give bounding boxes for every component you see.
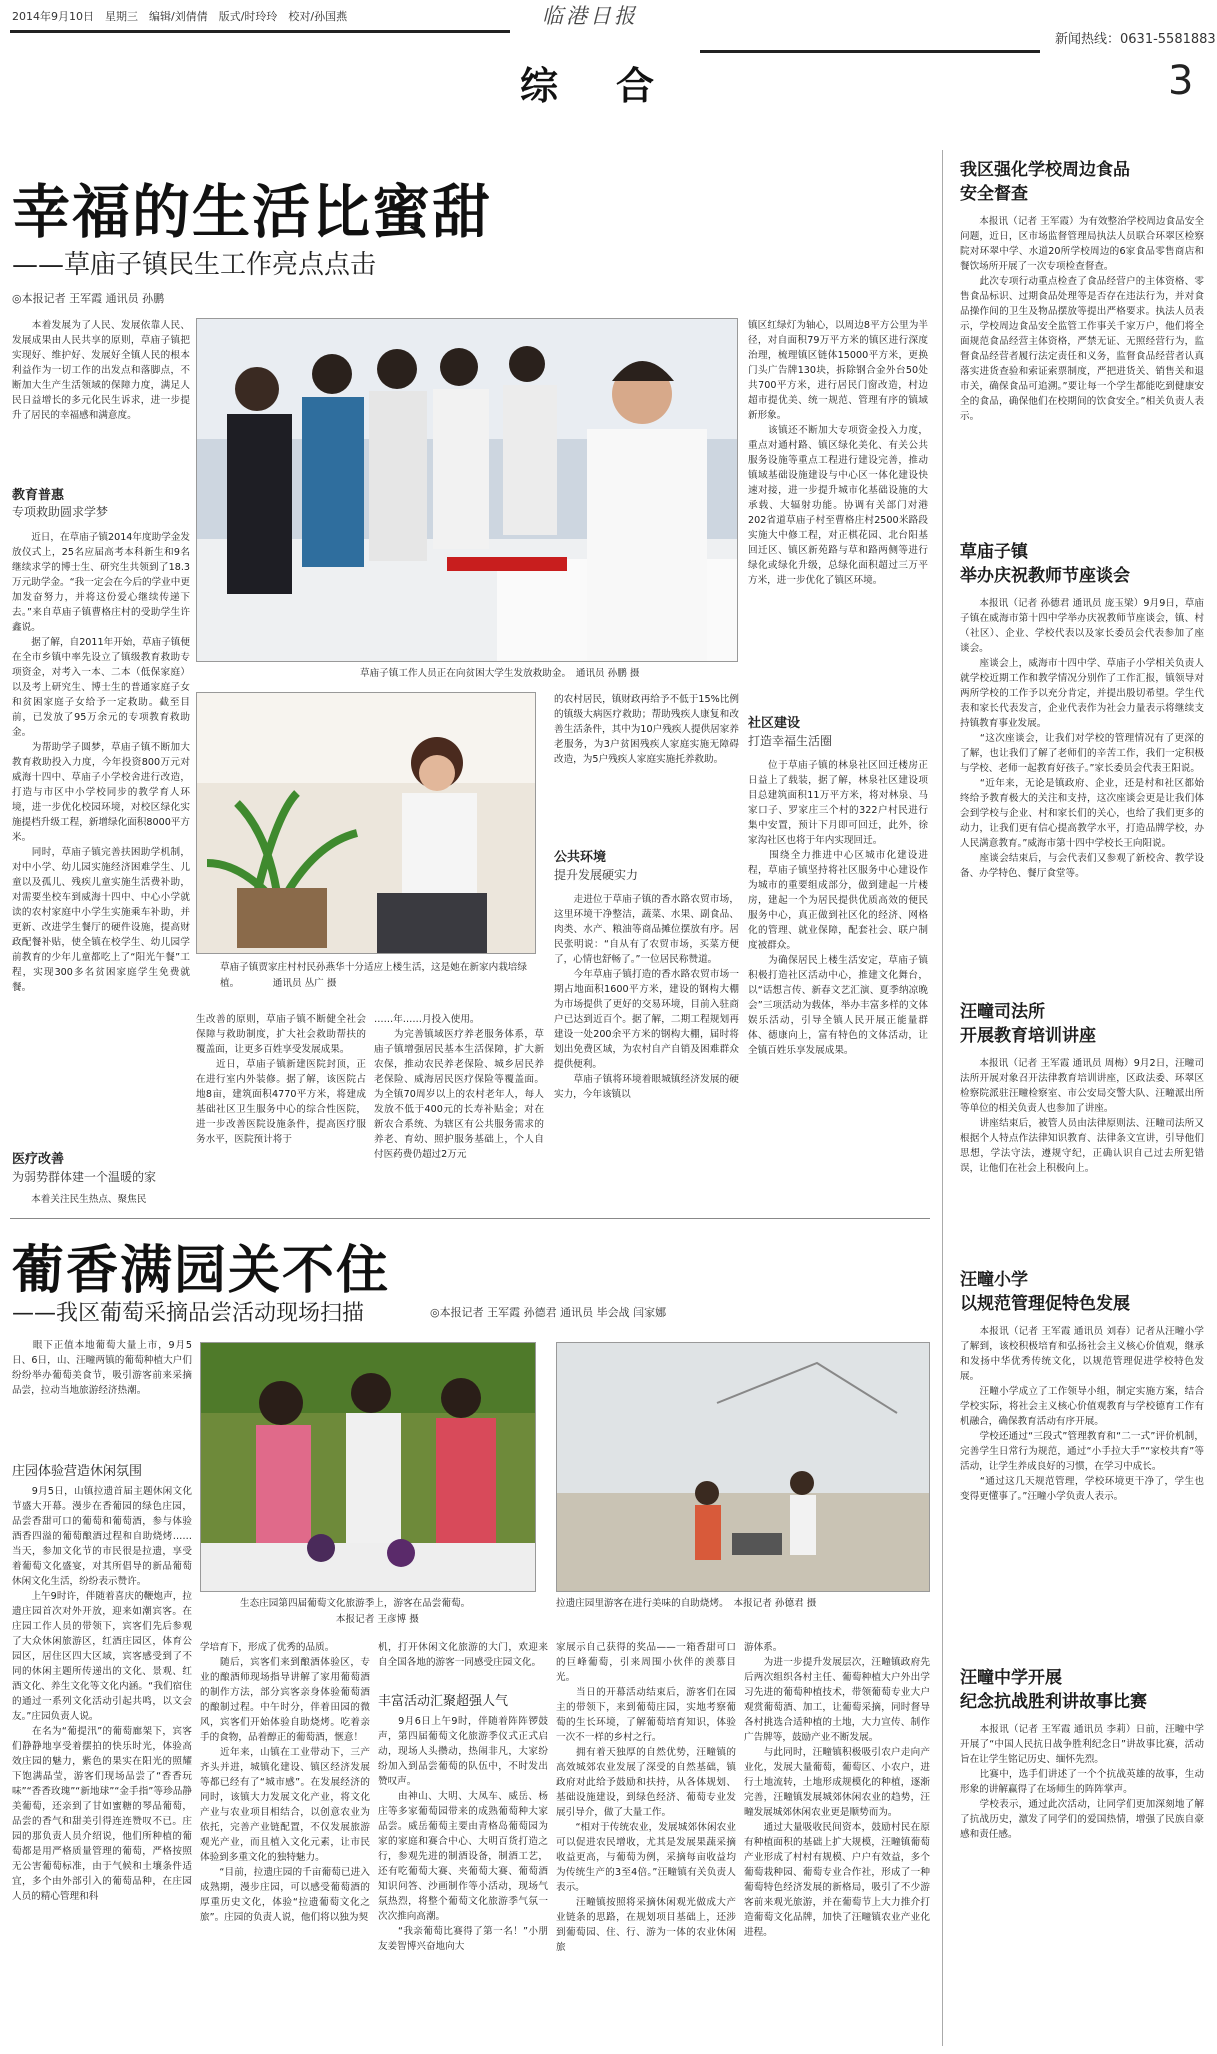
article1-sec2-head: 医疗改善 [12,1152,65,1167]
article1-sec2-sub: 为弱势群体建一个温暖的家 [12,1170,157,1184]
page-number: 3 [1168,58,1194,104]
sidebar-item-1-title: 我区强化学校周边食品 安全督查 [960,160,1130,204]
article1-byline: ◎本报记者 王军霞 通讯员 孙鹏 [12,292,165,305]
article2-col3b-text: 9月6日上午9时，伴随着阵阵锣鼓声，第四届葡萄文化旅游季仪式正式启动，现场人头攒动，热闹非凡，大家纷纷加入到品尝葡萄的队伍中，不时发出赞叹声。 由神山、大明、大凤车、威岳、杨庄等多家葡萄园带来的成熟葡萄种大家品尝。威岳葡萄主要由青格岛葡萄园为家的家庭和赛合中心、大明百货打造之行，参观先进的制酒设备，制酒工艺，还有吃葡萄大赛、夹葡萄大赛、葡萄酒知识问答、沙画制作等小活动，现场气氛热烈，将整个葡萄文化旅游季气氛一次次推向高潮。 “我亲葡萄比赛得了第一名！”小朋友姜智博兴奋地向大 [378,1716,548,1952]
photo2-caption: 草庙子镇贾家庄村村民孙燕华十分适应上楼生活，这是她在新家内栽培绿植。 通讯员 丛广 摄 [220,962,527,989]
section-title: 综 合 [520,64,665,108]
article1-col3b-text: 走进位于草庙子镇的香水路农贸市场，这里环境干净整洁，蔬菜、水果、副食品、肉类、水产、粮油等商品摊位摆放有序。居民张明说：“自从有了农贸市场，买菜方便了，心情也舒畅了。”一位居民称赞道。 今年草庙子镇打造的香水路农贸市场一期占地面积1600平方米，建设的钢构大棚为市场提供了更好的交易环境，目前入驻商户已达到近百个。据了解，二期工程规划再建设一处200余平方米的钢构大棚，届时将划出免费区域，为农村自产自销及困难群众提供便利。 草庙子镇将环境着眼城镇经济发展的硬实力，今年该镇以 [554,894,739,1100]
photo-tasting-grapes [200,1342,536,1592]
article2-sec1-head: 庄园体验营造休闲氛围 [12,1464,143,1479]
article2-col5-text: 游体系。 为进一步提升发展层次，汪疃镇政府先后两次组织各村主任、葡萄种植大户外出学习先进的葡萄种植技术，带领葡萄专业大户观赏葡萄酒、加工，让葡萄采摘，同时督导各村挑选合适种植的土地，大力宣传、制作广告牌等，鼓励产业不断发展。 与此同时，汪疃镇积极吸引农户走向产业化，发展大量葡萄，葡萄区、小农户，进行土地流转，土地形成规模化的种植，逐渐完善，汪疃镇发展城郊休闲农业的趋势，汪疃发展城郊休闲农业更是顺势而为。 通过大量吸收民间资本，鼓励村民在原有种植面积的基础上扩大规模，汪疃镇葡萄产业形成了村村有规模、户户有效益，多个葡萄栽种园、葡萄专业合作社，形成了一种葡萄特色经济发展的新格局，吸引了不少游客前来观光旅游，并在葡萄节上大力推介打造葡萄文化品牌，加快了汪疃镇农业产业化进程。 [744,1642,930,1938]
article2-col4-text: 家展示自己获得的奖品——一箱香甜可口的巨峰葡萄，引来周围小伙伴的羡慕目光。 当日的开幕活动结束后，游客们在园主的带领下，来到葡萄庄园，实地考察葡萄的生长环境，了解葡萄培育知识，体验一次不一样的乡村之行。 拥有着天独厚的自然优势，汪疃镇的高效城郊农业发展了深受的自然基础，镇政府对此给予鼓励和扶持，从各体规划、基础设施建设，到绿色经济、葡萄专业发展引导介，做了大量工作。 “相对于传统农业，发展城郊休闲农业可以促进农民增收，尤其是发展果蔬采摘收益更高，与葡萄为例，采摘每亩收益均为传统生产的3至4倍。”汪疃镇有关负责人表示。 汪疃镇按照将采摘休闲观光做成大产业链条的思路，在规划项目基础上，还涉到葡萄园、住、行、游为一体的农业休闲旅 [556,1642,736,1953]
article2-col3-text: 机，打开休闲文化旅游的大门，欢迎来自全国各地的游客一同感受庄园文化。 [378,1642,548,1668]
article2-col2-text: 学培育下，形成了优秀的品质。 随后，宾客们来到酿酒体验区，专业的酿酒师现场指导讲解了家用葡萄酒的制作方法，部分宾客亲身体验葡萄酒的酿制过程。中午时分，伴着田园的微风，宾客们开始体验自助烧烤。吃着亲手的食物，品着醇正的葡萄酒，惬意！ 近年来，山镇在工业带动下，三产齐头并进，城镇化建设、镇区经济发展等都已经有了“城市感”。在发展经济的同时，该镇大力发展文化产业，将文化产业与农业项目相结合，以创意农业为依托，完善产业链配置，不仅发展旅游观光产业，而且植入文化元素，让市民体验到多重文化的独特魅力。 “目前，拉遗庄园的千亩葡萄已进入成熟期，漫步庄园，可以感受葡萄酒的厚重历史文化，体验“拉遗葡萄文化之旅”。庄园的负责人说，他们将以独为契 [200,1642,370,1923]
article1-col4b-text: 位于草庙子镇的林泉社区回迁楼房正日益上了载装，据了解，林泉社区建设项目总建筑面积11万平方米，将对林泉、马家口子、罗家庄三个村的322户村民进行集中安置，预计下月即可回迁，此外，徐家沟社区也将于年内实现回迁。 围绕全力推进中心区城市化建设进程，草庙子镇坚持将社区服务中心建设作为城市的重要组成部分，做到建起一片楼房，建起一个为居民提供优质高效的便民服务中心，真正做到社区化的经济、网格化的管理、就业保障，配套社会、联户制度被群众。 为确保居民上楼生活安定，草庙子镇积极打造社区活动中心，推建文化舞台，以“话想言传、新春文艺汇演、夏季纳凉晚会”三项活动为载体，举办丰富多样的文体娱乐活动，引导全镇人民开展正能量群体、德康向上，富有特色的文体活动，让全镇百姓乐享发展成果。 [748,760,928,1056]
photo4-caption: 拉遗庄园里游客在进行美味的自助烧烤。 本报记者 孙德君 摄 [556,1598,817,1609]
photo1-caption: 草庙子镇工作人员正在向贫困大学生发放救助金。 通讯员 孙鹏 摄 [360,668,640,679]
article1-sec3-head: 公共环境 [554,850,607,865]
article1-col2-text: 生改善的原则，草庙子镇不断健全社会保障与救助制度，扩大社会救助帮扶的覆盖面，让更多百姓享受发展成果。 近日，草庙子镇新建医院封顶，正在进行室内外装修。据了解，该医院占地8亩，建筑面积4770平方米，将建成基础社区卫生服务中心的综合性医院，进一步改善医院设施条件，提高医疗服务水平，医院预计将于 [196,1014,366,1145]
article2-sec2-head: 丰富活动汇聚超强人气 [378,1694,509,1709]
hotline: 新闻热线：0631-5581883 [1055,32,1216,47]
article2-byline: ◎本报记者 王军霞 孙德君 通讯员 毕会战 闫家娜 [430,1306,667,1319]
sidebar-item-2-title: 草庙子镇 举办庆祝教师节座谈会 [960,542,1130,586]
article1-sec4-sub: 打造幸福生活圈 [748,734,833,748]
sidebar-divider [942,150,943,2046]
photo-resident-plants [196,692,536,954]
article1-col1-text: 近日，在草庙子镇2014年度助学金发放仪式上，25名应届高考本科新生和9名继续求学的博士生、研究生共领到了18.3万元助学金。“我一定会在今后的学业中更加发奋努力，并将这份爱心继续传递下去。”来自草庙子镇曹格庄村的受助学生许鑫说。 据了解，自2011年开始，草庙子镇便在全市乡镇中率先设立了镇级教育救助专项资金，对考入一本、二本（低保家庭）以及考上研究生、博士生的普通家庭子女和贫困家庭子女给予一定救助。截至目前，已发放了95万余元的专项教育救助金。 为帮助学子圆梦，草庙子镇不断加大教育救助投入力度，今年投资800万元对威海十四中、草庙子小学校舍进行改造，打造与市区中小学校同步的教学育人环境，进一步优化校园环境，对校区绿化实施提档升级工程，新增绿化面积8000平方米。 同时，草庙子镇完善扶困助学机制，对中小学、幼儿园实施经济困难学生、儿童以及孤儿、残疾儿童实施生活费补助，对需要坐校车到威海十四中、中心小学就读的农村家庭中小学生实施乘车补助，并更新、改进学生餐厅的硬件设施，提高财政配餐补贴，使全镇在校学生、幼儿园学前教育的少年儿童都吃上了“阳光午餐”工程，实现300多名贫困家庭学生免费就餐。 [12,532,190,993]
sidebar-item-3-title: 汪疃司法所 开展教育培训讲座 [960,1002,1096,1046]
article1-col3a-text: ……年……月投入使用。 为完善镇域医疗养老服务体系，草庙子镇增强居民基本生活保障，扩大新农保，推动农民养老保险、城乡居民养老保险、威海居民医疗保险等覆盖面。为全镇70周岁以上的农村老年人，每人发放不低于400元的长寿补贴金；对在新农合系统、为辖区有公共服务需求的养老、育幼、照护服务基础上，个人自付医药费仍超过2万元 [374,1014,544,1160]
sidebar-item-5-title: 汪疃中学开展 纪念抗战胜利讲故事比赛 [960,1668,1147,1712]
article1-sec4-head: 社区建设 [748,716,801,731]
article1-sec1-sub: 专项救助圆求学梦 [12,505,109,519]
article1-col1-tail: 本着关注民生热点、聚焦民 [12,1194,147,1205]
photo-bbq-visitors [556,1342,930,1592]
header-rule-left [10,30,510,33]
sidebar-item-1-text: 本报讯（记者 王军霞）为有效整治学校周边食品安全问题，近日，区市场监督管理局执法人员联合环翠区检察院对环翠中学、水道20所学校周边的6家食品零售商店和餐饮场所开展了一次专项检查督查。 此次专项行动重点检查了食品经营户的主体资格、零售食品标识、过期食品处理等是否存在违法行为，并对食品操作间的卫生及物品摆放等提出严格要求。执法人员表示，学校周边食品安全监管工作事关千家万户，他们将全面规范食品经营主体资格，严禁无证、无照经营行为，监督食品经营者履行法定责任和义务，监督食品经营者认真落实进货查验和索证索票制度，严把进货关、销售关和退市关，确保食品可追溯。”要让每一个学生都能吃到健康安全的食品，确保他们在校期间的饮食安全。”相关负责人表示。 [960,216,1204,422]
sidebar-item-3-text: 本报讯（记者 王军霞 通讯员 周梅）9月2日，汪疃司法所开展对象召开法律教育培训讲座，区政法委、环翠区检察院派驻汪疃检察室、市公安局交警大队、汪疃派出所等单位的相关负责人也参加了讲座。 讲座结束后，被管人员由法律原则法、汪疃司法所又根据个人特点作法律知识教育、法律条文宣讲，引导他们思想，学法守法，遵规守纪，正确认识自己过去所犯错误，让他们在社会上积极向上。 [960,1058,1204,1174]
article2-title: 葡香满园关不住 [12,1240,391,1301]
sidebar-item-5-text: 本报讯（记者 王军霞 通讯员 李莉）日前，汪疃中学开展了“中国人民抗日战争胜利纪念日”讲故事比赛，活动旨在让学生铭记历史、缅怀先烈。 比赛中，选手们讲述了一个个抗战英雄的故事，生动形象的讲解赢得了在场师生的阵阵掌声。 学校表示，通过此次活动，让同学们更加深刻地了解了抗战历史，激发了同学们的爱国热情，增强了民族自豪感和责任感。 [960,1724,1204,1840]
header-rule-right [700,50,1040,53]
sidebar-item-2-text: 本报讯（记者 孙德君 通讯员 庞玉梁）9月9日，草庙子镇在威海市第十四中学举办庆祝教师节座谈会，镇、村（社区）、企业、学校代表以及家长委员会代表参加了座谈会。 座谈会上，威海市十四中学、草庙子小学相关负责人就学校近期工作和教学情况分别作了工作汇报，镇领导对两所学校的工作予以充分肯定，并提出殷切希望。学生代表和家长代表发言，企业代表作为社会力量表示将继续支持镇教育事业发展。 “这次座谈会，让我们对学校的管理情况有了更深的了解，也让我们了解了老师们的辛苦工作，我们一定积极与学校、老师一起教育好孩子。”家长委员会代表王阳说。 “近年来，无论是镇政府、企业，还是村和社区都始终给予教育极大的关注和支持，这次座谈会更是让我们体会到学校与企业、村和家长们的关心，也给了我们更多的动力，让我们更有信心提高教学水平，打造品牌学校，办人民满意教育。”威海市第十四中学校长王向阳说。 座谈会结束后，与会代表们又参观了新校舍、教学设备、办学特色、餐厅食堂等。 [960,598,1204,879]
date-line: 2014年9月10日 星期三 编辑/刘倩倩 版式/时玲玲 校对/孙国燕 [12,10,348,23]
article1-sec3-sub: 提升发展硬实力 [554,868,639,882]
article1-intro: 本着发展为了人民、发展依靠人民、发展成果由人民共享的原则，草庙子镇把实现好、维护好、发展好全镇人民的根本利益作为一切工作的出发点和落脚点，不断加大生产生活领域的保障力度，满足人民日益增长的多元化民生诉求，进一步提升了居民的幸福感和满意度。 [12,320,190,421]
article1-title: 幸福的生活比蜜甜 [12,178,493,246]
article2-subtitle: ——我区葡萄采摘品尝活动现场扫描 [12,1301,365,1326]
sidebar-item-4-title: 汪疃小学 以规范管理促特色发展 [960,1270,1130,1314]
article2-col1-text: 9月5日，山镇拉遗首届主题休闲文化节盛大开幕。漫步在香葡园的绿色庄园，品尝香甜可口的葡萄和葡萄酒，参与体验酒香四溢的葡萄酿酒过程和自助烧烤……当天，参加文化节的市民很是拉遗，享受着葡萄文化盛宴，对其所倡导的新品葡萄休闲文化生活，纷纷表示赞许。 上午9时许，伴随着喜庆的鞭炮声，拉遗庄园首次对外开放，迎来如潮宾客。在庄园工作人员的带领下，宾客们先后参观了大众休闲旅游区，红酒庄园区，体育公园区，居住区四大区域，宾客感受到了不同的休闲主题所传递出的文化、景观、红酒文化、养生文化等文化内涵。“我们宿住的通过一系列文化活动引起共鸣，以文会友。”庄园负责人说。 在名为“葡提汛”的葡萄廊架下，宾客们静静地享受着摆拍的快乐时光，体验高效庄园的魅力，紫色的果实在阳光的照耀下饱满晶莹，游客们现场品尝了“香香玩味”“香香玫瑰”“新地球”“金手指”等珍品静美葡萄，还亲到了甘如蜜糖的琴品葡萄，品尝的香气和甜美引得连连赞叹不已。庄园的那负责人员介绍说，他们所种植的葡萄都是用严格质量管理的葡萄，严格按照无公害葡萄标准，由于气候和土壤条件适宜，多个由外部引入的葡萄品种，在庄园人员的精心管理和科 [12,1486,192,1902]
article2-intro: 眼下正值本地葡萄大量上市，9月5日、6日，山、汪疃两镇的葡萄种植大户们纷纷举办葡萄美食节，吸引游客前来采摘品尝，拉动当地旅游经济热潮。 [12,1340,192,1396]
photo3-caption: 生态庄园第四届葡萄文化旅游季上，游客在品尝葡萄。 本报记者 王彦博 摄 [240,1598,471,1625]
photo-scholarship-ceremony [196,318,738,662]
article1-sec1-head: 教育普惠 [12,488,65,503]
article1-col3-text: 的农村居民，镇财政再给予不低于15%比例的镇级大病医疗救助；帮助残疾人康复和改善生活条件，其中为10户残疾人提供居家养老服务，为3户贫困残疾人家庭实施无障碍改造，为5户残疾人家庭实施托养救助。 [554,694,739,765]
article-divider [10,1218,930,1219]
masthead: 临港日报 [542,4,638,28]
article1-col4-text: 镇区红绿灯为轴心，以周边8平方公里为半径，对自面积79万平方米的镇区进行深度治理，梳理镇区链体15000平方米，更换门头广告牌130块，拆除钢合金外台50处共700平方米，进行居民门窗改造，村边超市提优美、统一规范、管理有序的镇域新形象。 该镇还不断加大专项资金投入力度，重点对通村路、镇区绿化美化、有关公共服务设施等重点工程进行建设完善，推动镇域基础设施建设与中心区一体化建设快速对接，进一步提升城市化基础设施的大承载、大辐射功能。协调有关部门对港202省道草庙子村至曹格庄村2500米路段实施大中修工程，对正棋花园、北台阳基回迁区、镇区新苑路与草和路两侧等进行绿化或绿化升级，总绿化面积超过三万平方米，进一步优化了镇区环境。 [748,320,928,586]
sidebar-item-4-text: 本报讯（记者 王军霞 通讯员 刘春）记者从汪疃小学了解到，该校积极培育和弘扬社会主义核心价值观，继承和发扬中华优秀传统文化，以规范管理促进学校特色发展。 汪疃小学成立了工作领导小组，制定实施方案，结合学校实际，将社会主义核心价值观教育与学校德育工作有机融合，确保教育活动有序开展。 学校还通过“三段式”管理教育和“二一式”评价机制，完善学生日常行为规范，通过“小手拉大手”“家校共育”等活动，让学生养成良好的习惯，在学习中成长。 “通过这几天规范管理，学校环境更干净了，学生也变得更懂事了。”汪疃小学负责人表示。 [960,1326,1204,1502]
article1-subtitle: ——草庙子镇民生工作亮点点击 [12,250,377,280]
